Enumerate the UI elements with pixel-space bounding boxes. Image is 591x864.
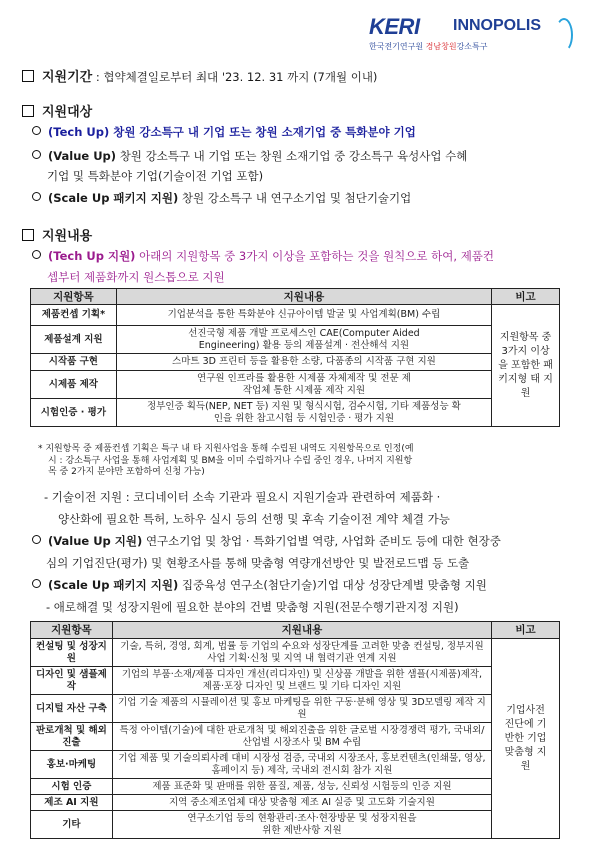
circle-bullet-icon	[32, 250, 41, 259]
table-row: 판로개척 및 해외진출 특정 아이템(기술)에 대한 판로개척 및 해외진출을 위한 글로벌 시장경쟁력 평가, 국내외/산업별 시장조사 및 BM 수립	[31, 723, 560, 751]
techup-table	[30, 288, 560, 427]
target-item-2-cont: 기업 및 특화분야 기업(기술이전 기업 포함)	[47, 169, 264, 183]
scaleup-table	[30, 621, 560, 839]
valueup-line-1: (Value Up 지원) 연구소기업 및 창업 · 특화기업별 역량, 사업화 준비도 등에 대한 현장중	[32, 533, 501, 549]
swirl-logo-icon	[555, 18, 573, 52]
target-item-3: (Scale Up 패키지 지원) 창원 강소특구 내 연구소기업 및 첨단기술기업	[32, 190, 411, 206]
tech-transfer-line-2: 양산화에 필요한 특허, 노하우 실시 등의 선행 및 후속 기술이전 계약 체결 가능	[58, 512, 450, 526]
tech-transfer-line-1: - 기술이전 지원 : 코디네이터 소속 기관과 필요시 지원기술과 관련하여 제품화 ·	[44, 490, 441, 504]
circle-bullet-icon	[32, 192, 41, 201]
square-bullet-icon	[22, 229, 34, 241]
table1-footnote: * 지원항목 중 제품컨셉 기획은 특구 내 타 지원사업을 통해 수립된 내역도 지원항목으로 인정(예 시 : 강소특구 사업을 통해 사업계획 및 BM을 이미 수립하거나 수립 중인 경우, 나머지 지원항 목 중 2가지 분야만 포함하여 신청 가능)	[38, 444, 414, 477]
period-line	[22, 66, 377, 85]
table1-header-item: 지원항목	[31, 289, 117, 305]
table-row: 시작품 구현 스마트 3D 프린터 등을 활용한 소량, 다품종의 시작품 구현 지원	[31, 354, 560, 371]
table-row: 컨설팅 및 성장지원 기술, 특허, 경영, 회계, 법률 등 기업의 수요와 성장단계를 고려한 맞춤 컨설팅, 정부지원사업 기획·신청 및 지역 내 협력기관 연계 지원 기업사전 진단에 기반한 기업 맞춤형 지원	[31, 639, 560, 667]
square-bullet-icon	[22, 105, 34, 117]
table-row: 디자인 및 샘플제작 기업의 부품·소재/제품 디자인 개선(리디자인) 및 신상품 개발을 위한 샘플(시제품)제작, 제품·포장 디자인 및 브랜드 및 기타 디자인 지원	[31, 667, 560, 695]
table-row: 시험인증 · 평가 정부인증 획득(NEP, NET 등) 지원 및 형식시험, 검수시험, 기타 제품성능 확인을 위한 참고시험 등 시험인증 · 평가 지원	[31, 399, 560, 427]
keri-logo: KERI	[369, 14, 420, 39]
logo-subtitle: 한국전기연구원 경남창원강소특구	[369, 42, 488, 51]
innopolis-logo: INNOPOLIS	[453, 17, 542, 34]
content-heading: 지원내용	[22, 225, 92, 244]
valueup-line-2: 심의 기업진단(평가) 및 현황조사를 통해 맞춤형 역량개선방안 및 발전로드맵 등 도출	[46, 556, 470, 570]
period-title: 지원기간	[42, 70, 93, 85]
techup-line-2: 셉부터 제품화까지 원스톱으로 지원	[47, 270, 225, 284]
table2-header-content: 지원내용	[112, 622, 491, 639]
circle-bullet-icon	[32, 579, 41, 588]
table2-header-item: 지원항목	[31, 622, 113, 639]
table-row: 디지털 자산 구축 기업 기술 제품의 시뮬레이션 및 홍보 마케팅을 위한 구동·분해 영상 및 3D모델링 제작 지원	[31, 695, 560, 723]
table-row: 홍보·마케팅 기업 제품 및 기술의뢰사례 대비 시장성 검증, 국내외 시장조사, 홍보컨텐츠(인쇄물, 영상, 홈페이지 등) 제작, 국내외 전시회 참가 지원	[31, 751, 560, 779]
table1-header-content: 지원내용	[116, 289, 491, 305]
scaleup-line-1: (Scale Up 패키지 지원) 집중육성 연구소(첨단기술)기업 대상 성장단계별 맞춤형 지원	[32, 577, 487, 593]
circle-bullet-icon	[32, 126, 41, 135]
table-row: 시제품 제작 연구원 인프라를 활용한 시제품 자체제작 및 전문 제작업체 통한 시제품 제작 지원	[31, 371, 560, 399]
table-row: 제품컨셉 기획* 기업분석을 통한 특화분야 신규아이템 발굴 및 사업계획(BM) 수립 지원항목 중 3가지 이상을 포함한 패키지형 태 지원	[31, 305, 560, 326]
scaleup-line-2: - 애로해결 및 성장지원에 필요한 분야의 건별 맞춤형 지원(전문수행기관지정 지원)	[46, 600, 459, 614]
period-text: : 협약체결일로부터 최대 '23. 12. 31 까지 (7개월 이내)	[95, 70, 378, 84]
target-heading: 지원대상	[22, 101, 92, 120]
square-bullet-icon	[22, 70, 34, 82]
circle-bullet-icon	[32, 535, 41, 544]
target-item-1: (Tech Up) 창원 강소특구 내 기업 또는 창원 소재기업 중 특화분야 기업	[32, 124, 416, 140]
circle-bullet-icon	[32, 150, 41, 159]
table-row: 제품설계 지원 선진국형 제품 개발 프로세스인 CAE(Computer Aided Engineering) 활용 등의 제품설계 · 전산해석 지원	[31, 326, 560, 354]
target-item-2: (Value Up) 창원 강소특구 내 기업 또는 창원 소재기업 중 강소특구 육성사업 수혜	[32, 148, 467, 164]
table1-header-remark: 비고	[492, 289, 560, 305]
table-row: 기타 연구소기업 등의 현황관리·조사·현장방문 및 성장지원을 위한 제반사항 지원	[31, 811, 560, 839]
logo	[369, 14, 569, 54]
table2-header-remark: 비고	[492, 622, 560, 639]
table2-remark: 기업사전 진단에 기반한 기업 맞춤형 지원	[492, 639, 560, 839]
table1-remark: 지원항목 중 3가지 이상을 포함한 패키지형 태 지원	[492, 305, 560, 427]
techup-line-1: (Tech Up 지원) 아래의 지원항목 중 3가지 이상을 포함하는 것을 원칙으로 하여, 제품컨	[32, 248, 494, 264]
table-row: 시험 인증 제품 표준화 및 판매를 위한 품질, 제품, 성능, 신뢰성 시험등의 인증 지원	[31, 779, 560, 795]
table-row: 제조 AI 지원 지역 중소제조업체 대상 맞춤형 제조 AI 실증 및 고도화 기술지원	[31, 795, 560, 811]
